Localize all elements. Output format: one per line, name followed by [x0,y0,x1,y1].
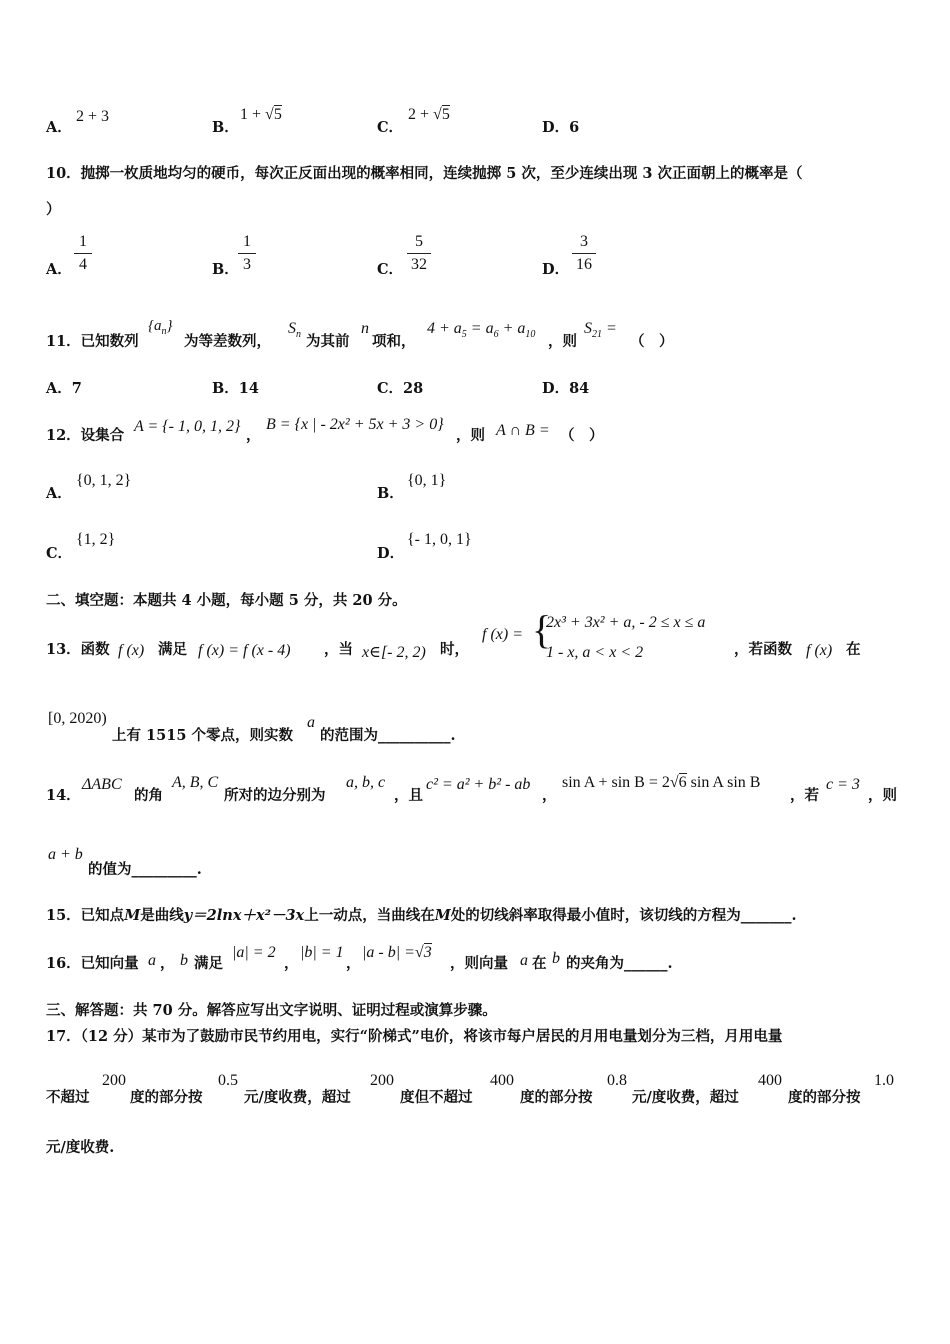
q14-text-4: ，且 [394,787,423,804]
q17-text-6: 元/度收费，超过 [632,1089,739,1106]
q16-text-2: 满足 [194,955,223,972]
q10-option-d-fraction: 3 16 [572,232,596,275]
q16-cond-3: |a - b| =√3 [362,944,432,961]
q13-interval: [0, 2020) [48,710,107,727]
q14-sides: a, b, c [346,774,386,791]
q14-triangle: ΔABC [82,776,122,793]
q16-text-5: 的夹角为______. [566,955,673,972]
q12-option-d-label: D． [377,545,405,562]
q11-text: 11．已知数列 [46,333,139,350]
q17-value-0-5: 0.5 [218,1072,238,1089]
q17-text-5: 度的部分按 [520,1089,593,1106]
q13-text-7: 上有 1515 个零点，则实数 [112,727,293,744]
q11-text-3: 为其前 [306,333,350,350]
q11-option-d: D．84 [542,380,590,397]
q13-relation: f (x) = f (x - 4) [198,642,291,659]
q11-s21: $S_{21}$ = [584,320,617,341]
q12-option-a-label: A． [46,485,72,502]
q14-text-6: ，若 [790,787,819,804]
q11-sequence: $\{a_n\}$ [148,318,173,337]
section-2-heading: 二、填空题：本题共 4 小题，每小题 5 分，共 20 分。 [46,592,407,609]
q13-text-6: 在 [846,641,861,658]
q10-option-a-fraction: 1 4 [74,232,92,275]
q16-vector-b: b [180,952,188,969]
q11-sn: $S_n$ [288,320,301,341]
q16-cond-2: |b| = 1 [300,944,344,961]
q13-domain: x∈[- 2, 2) [362,644,426,661]
q14-text-5: ， [542,787,557,804]
q14-text-2: 的角 [134,787,163,804]
q17-line-1: 17．（12 分）某市为了鼓励市民节约用电，实行“阶梯式”电价，将该市每户居民的月用电量划分为三档，月用电量 [46,1028,783,1045]
q11-text-5: ，则 [548,333,577,350]
q14-c-equals: c = 3 [826,776,860,793]
q17-text-2: 度的部分按 [130,1089,203,1106]
q9-option-b-value: 1 + √5 [240,106,282,123]
q13-text-8: 的范围为__________. [320,727,456,744]
q10-text-cont: ） [46,201,61,218]
q13-brace: { [532,607,552,652]
q12-text: 12．设集合 [46,427,125,444]
q11-option-c: C．28 [377,380,424,397]
q16-vector-a-2: a [520,952,528,969]
q12-option-b-value: {0, 1} [407,472,447,489]
q16-vector-b-2: b [552,950,560,967]
q11-text-6: （ ） [630,333,674,350]
q13-fx-2: f (x) [806,642,833,659]
q12-text-2: ，则 [456,427,485,444]
q17-text-4: 度但不超过 [400,1089,473,1106]
q17-value-400-b: 400 [758,1072,782,1089]
q10-option-c-fraction: 5 32 [407,232,431,275]
q16-text: 16．已知向量 [46,955,139,972]
q13-text-4: 时， [440,641,469,658]
q15-text: 15．已知点M是曲线y＝2lnx＋x²－3x上一动点，当曲线在M处的切线斜率取得最小值时，该切线的方程为_______. [46,907,797,924]
q13-text-2: 满足 [158,641,187,658]
q12-option-c-label: C． [46,545,73,562]
section-3-heading: 三、解答题：共 70 分。解答应写出文字说明、证明过程或演算步骤。 [46,1002,497,1019]
q14-sin-equation: sin A + sin B = 2√6 sin A sin B [562,774,761,791]
q9-option-c-value: 2 + √5 [408,106,450,123]
q13-case-2: 1 - x, a < x < 2 [546,644,644,661]
q9-option-a-label: A． [46,119,72,136]
q11-option-b: B．14 [212,380,259,397]
q12-set-b: B = {x | - 2x² + 5x + 3 > 0} [266,416,444,433]
q10-option-b-fraction: 1 3 [238,232,256,275]
q12-text-3: （ ） [560,427,604,444]
q11-n: n [361,320,369,337]
q13-text-5: ，若函数 [734,641,792,658]
q17-value-1-0: 1.0 [874,1072,894,1089]
q12-set-a: A = {- 1, 0, 1, 2} [134,418,241,435]
q14-number: 14． [46,787,81,804]
q17-value-400-a: 400 [490,1072,514,1089]
q11-equation: $4 + a_5 = a_6 + a_{10}$ [427,320,536,341]
q17-text-1: 不超过 [46,1089,90,1106]
q16-cond-1: |a| = 2 [232,944,276,961]
q12-option-a-value: {0, 1, 2} [76,472,132,489]
q9-option-b-label: B． [212,119,239,136]
q12-expression: A ∩ B = [496,422,550,439]
q13-a: a [307,714,315,731]
q9-option-a-value: 2 + 3 [76,108,110,125]
q16-text-4: 在 [532,955,547,972]
q9-option-c-label: C． [377,119,404,136]
q12-option-d-value: {- 1, 0, 1} [407,531,472,548]
q16-separator-2: ， [284,955,299,972]
q14-text-3: 所对的边分别为 [224,787,326,804]
q13-text: 13．函数 [46,641,110,658]
q12-comma: ， [246,427,261,444]
q11-text-4: 项和， [372,333,416,350]
q14-text-7: ，则 [868,787,897,804]
q11-text-2: 为等差数列， [184,333,271,350]
q14-angles: A, B, C [172,774,219,791]
q10-option-b-label: B． [212,261,239,278]
q10-text: 10．抛掷一枚质地均匀的硬币，每次正反面出现的概率相同，连续抛掷 5 次，至少连续出现 3 次正面朝上的概率是（ [46,165,803,182]
q9-option-d-label: D．6 [542,119,580,136]
q13-case-1: 2x³ + 3x² + a, - 2 ≤ x ≤ a [546,614,706,631]
q12-option-c-value: {1, 2} [76,531,116,548]
q17-value-0-8: 0.8 [607,1072,627,1089]
q10-option-d-label: D． [542,261,570,278]
q14-text-8: 的值为_________. [88,861,202,878]
q14-a-plus-b: a + b [48,846,83,863]
q13-fdef: f (x) = [482,626,523,643]
q17-line-3: 元/度收费. [46,1139,115,1156]
q10-option-a-label: A． [46,261,72,278]
q17-value-200-a: 200 [102,1072,126,1089]
q17-text-7: 度的部分按 [788,1089,861,1106]
q17-text-3: 元/度收费，超过 [244,1089,351,1106]
q16-separator: ， [160,955,175,972]
q17-value-200-b: 200 [370,1072,394,1089]
q14-law: c² = a² + b² - ab [426,776,531,793]
q16-vector-a: a [148,952,156,969]
q16-text-3: ，则向量 [450,955,508,972]
q13-fx: f (x) [118,642,145,659]
q11-option-a: A．7 [46,380,82,397]
q12-option-b-label: B． [377,485,404,502]
q13-text-3: ，当 [324,641,353,658]
q10-option-c-label: C． [377,261,404,278]
q16-separator-3: ， [346,955,361,972]
